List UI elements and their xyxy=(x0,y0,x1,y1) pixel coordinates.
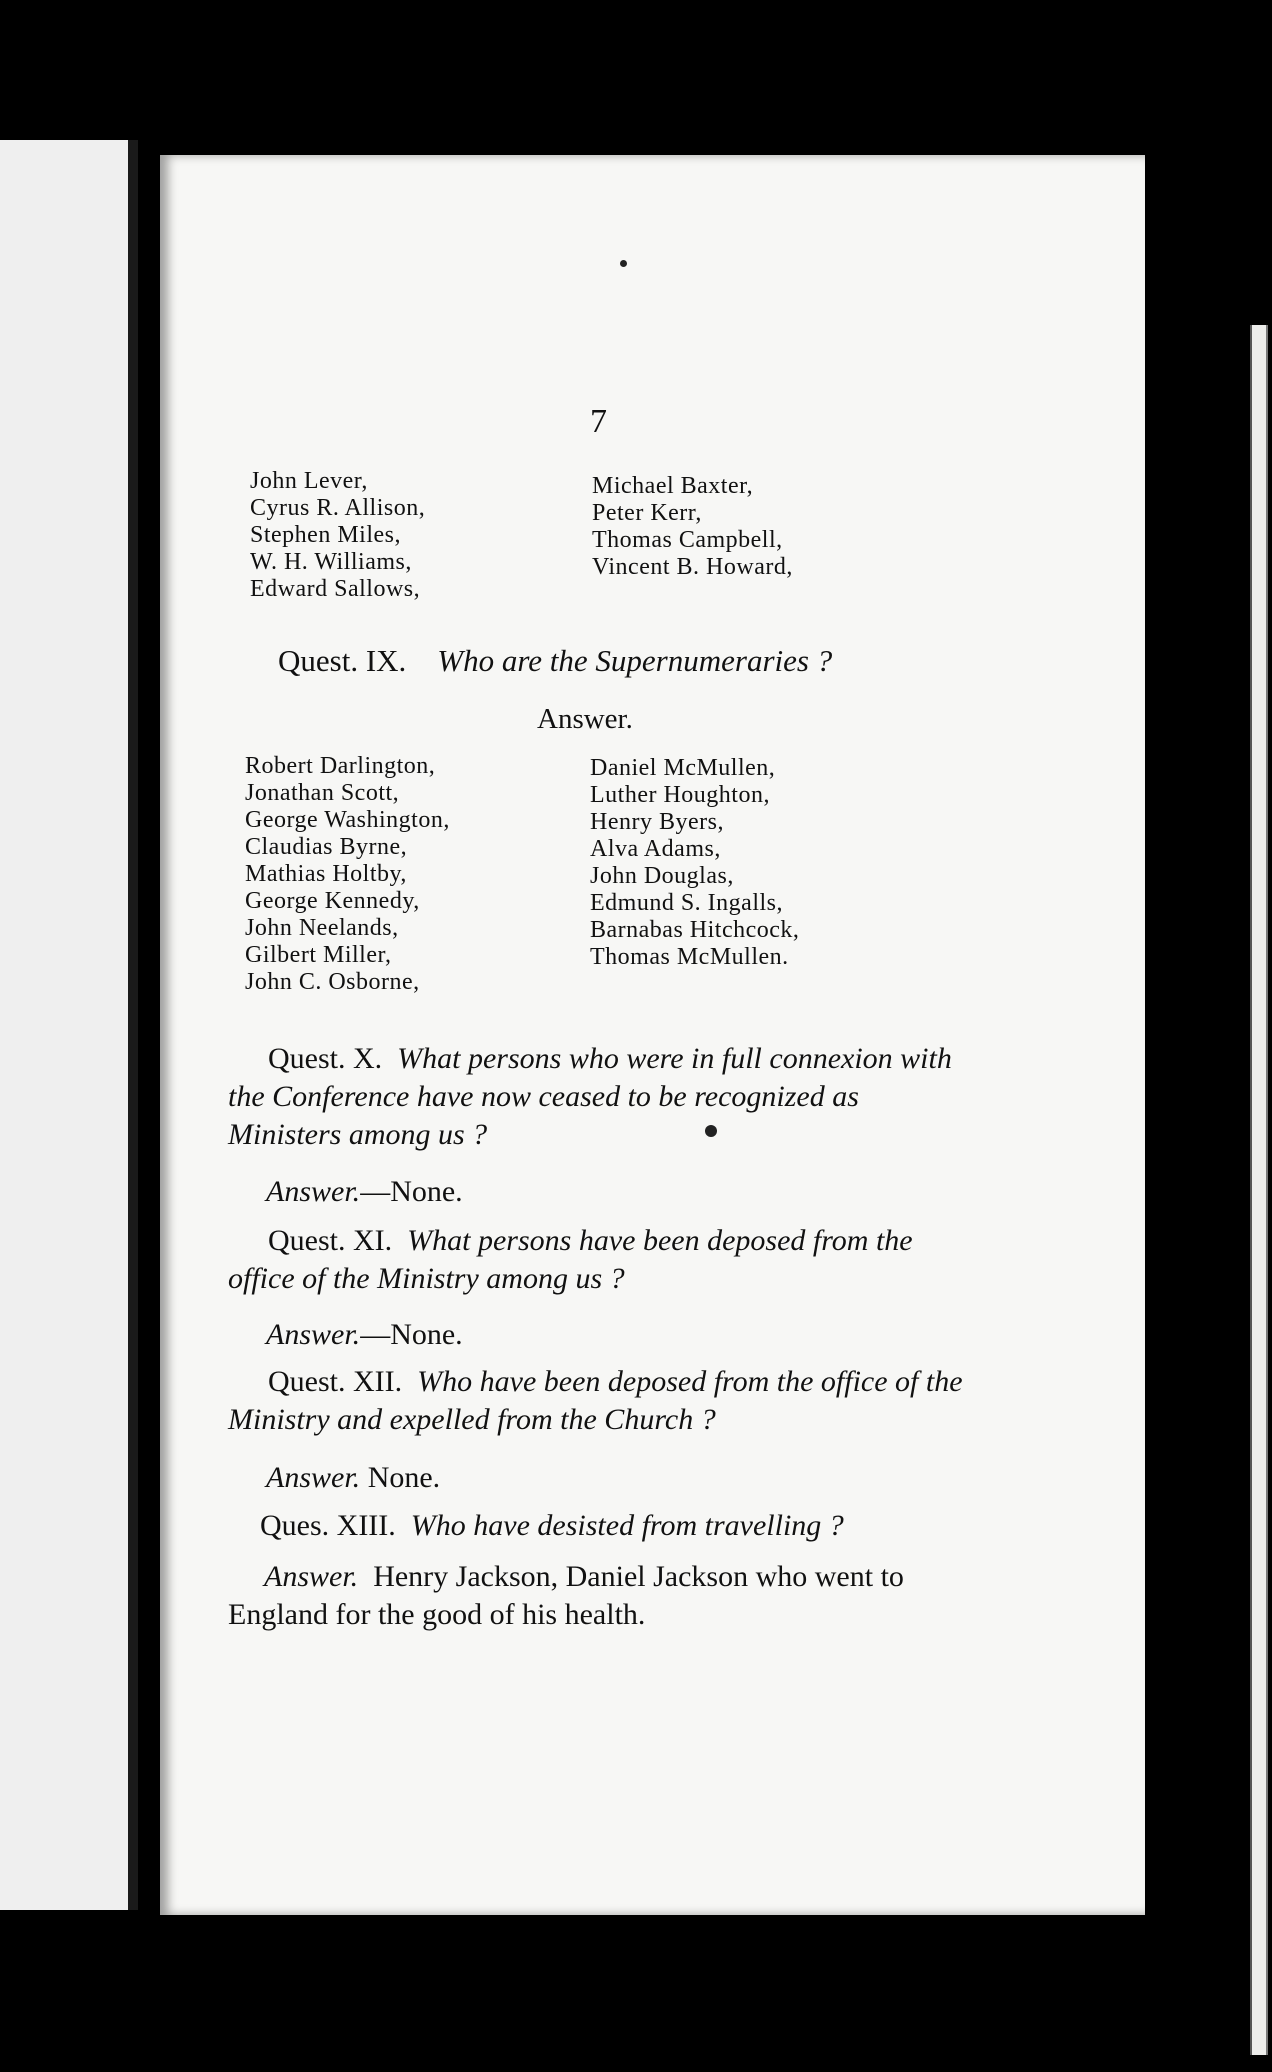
list-item: Barnabas Hitchcock, xyxy=(590,917,800,943)
list-item: Thomas Campbell, xyxy=(592,527,783,553)
answer-10 xyxy=(266,1173,1006,1211)
clergy-list-column-2 xyxy=(592,473,793,581)
list-item: Daniel McMullen, xyxy=(590,755,776,781)
supernumeraries-column-1 xyxy=(245,753,450,996)
question-9 xyxy=(278,643,832,679)
list-item: Cyrus R. Allison, xyxy=(250,495,426,521)
question-text: Who have been deposed from the office of the Ministry and expelled from the Church ? xyxy=(228,1365,963,1436)
question-text: Who have desisted from travelling ? xyxy=(410,1509,844,1542)
answer-label: Answer. xyxy=(266,1175,361,1208)
answer-text: —None. xyxy=(360,1175,463,1208)
question-label: Quest. X. xyxy=(268,1042,383,1075)
list-item: John Douglas, xyxy=(590,863,734,889)
list-item: Mathias Holtby, xyxy=(245,861,407,887)
answer-text: Henry Jackson, Daniel Jackson who went to England for the good of his health. xyxy=(228,1560,904,1631)
list-item: W. H. Williams, xyxy=(250,549,412,575)
question-12 xyxy=(228,1363,968,1439)
list-item: John C. Osborne, xyxy=(245,969,420,995)
answer-label: Answer. xyxy=(266,1461,361,1494)
page-number: 7 xyxy=(590,403,607,440)
answer-label: Answer. xyxy=(266,1318,361,1351)
question-text: What persons have been deposed from the office of the Ministry among us ? xyxy=(228,1224,913,1295)
list-item: Thomas McMullen. xyxy=(590,944,789,970)
facing-page-edge xyxy=(0,140,138,1910)
list-item: George Kennedy, xyxy=(245,888,420,914)
question-label: Quest. IX. xyxy=(278,643,407,678)
list-item: Gilbert Miller, xyxy=(245,942,392,968)
question-11 xyxy=(228,1222,968,1298)
ink-speck xyxy=(620,260,627,267)
answer-heading: Answer. xyxy=(537,703,633,735)
answer-11 xyxy=(266,1316,1006,1354)
answer-13 xyxy=(228,1558,968,1634)
question-label: Quest. XII. xyxy=(268,1365,403,1398)
list-item: Edmund S. Ingalls, xyxy=(590,890,783,916)
book-page xyxy=(160,155,1145,1915)
list-item: John Neelands, xyxy=(245,915,399,941)
list-item: George Washington, xyxy=(245,807,450,833)
list-item: Robert Darlington, xyxy=(245,753,436,779)
list-item: Edward Sallows, xyxy=(250,576,421,602)
question-label: Ques. XIII. xyxy=(260,1509,396,1542)
list-item: Claudias Byrne, xyxy=(245,834,408,860)
list-item: Henry Byers, xyxy=(590,809,724,835)
answer-label: Answer. xyxy=(264,1560,359,1593)
list-item: Stephen Miles, xyxy=(250,522,401,548)
answer-12 xyxy=(266,1459,1006,1497)
list-item: John Lever, xyxy=(250,468,368,494)
question-13 xyxy=(260,1507,1000,1545)
list-item: Peter Kerr, xyxy=(592,500,702,526)
ink-speck xyxy=(705,1125,717,1137)
answer-text: —None. xyxy=(360,1318,463,1351)
list-item: Vincent B. Howard, xyxy=(592,554,793,580)
clergy-list-column-1 xyxy=(250,468,425,603)
page-edge-shadow xyxy=(1250,325,1268,2055)
list-item: Michael Baxter, xyxy=(592,473,754,499)
question-text: What persons who were in full connexion with the Conference have now ceased to be recognized as Ministers among us ? xyxy=(228,1042,952,1151)
question-10 xyxy=(228,1040,968,1154)
answer-text: None. xyxy=(360,1461,441,1494)
list-item: Jonathan Scott, xyxy=(245,780,400,806)
question-text: Who are the Supernumeraries ? xyxy=(437,643,833,678)
supernumeraries-column-2 xyxy=(590,755,799,971)
question-label: Quest. XI. xyxy=(268,1224,393,1257)
list-item: Alva Adams, xyxy=(590,836,721,862)
list-item: Luther Houghton, xyxy=(590,782,770,808)
